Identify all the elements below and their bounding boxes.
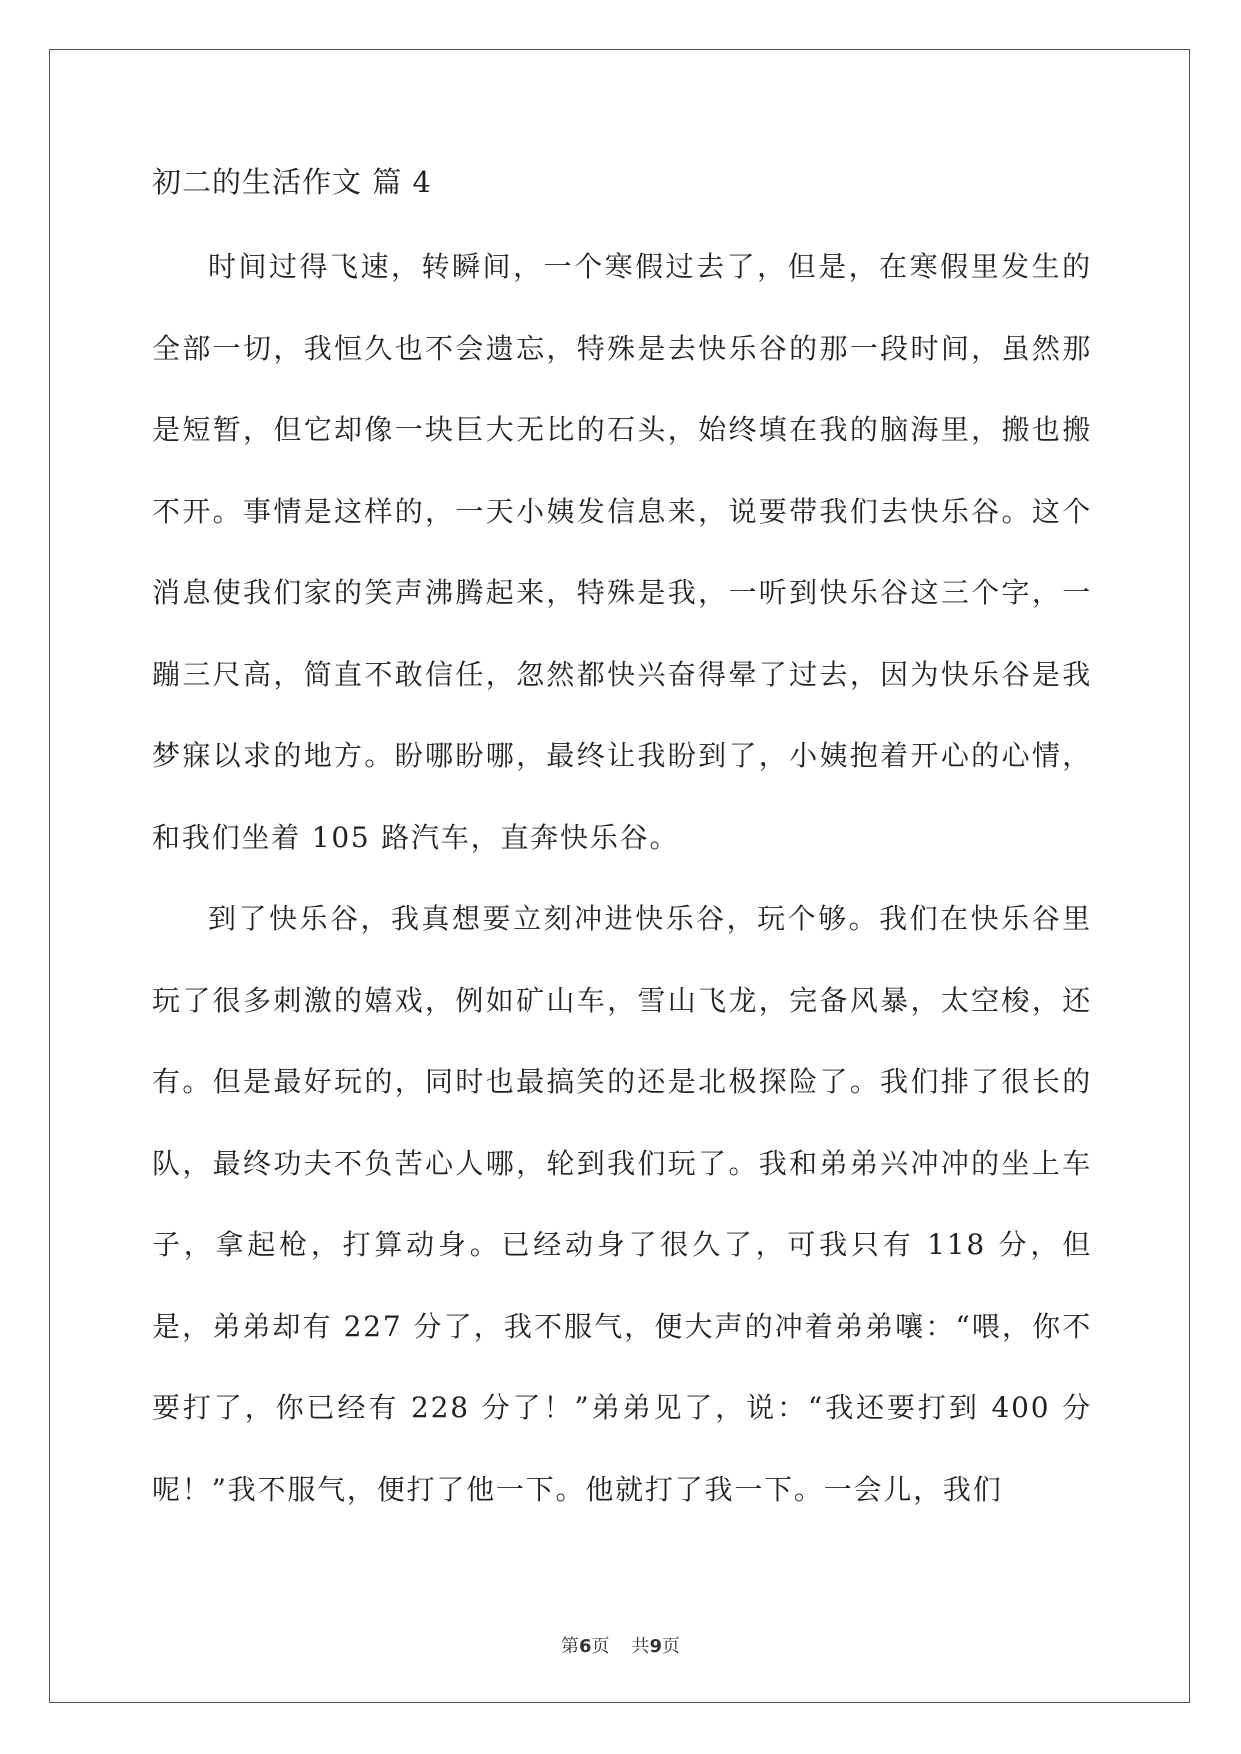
total-prefix: 共 [631, 1636, 650, 1657]
total-suffix: 页 [662, 1636, 681, 1657]
total-page-count: 9 [649, 1636, 663, 1657]
paragraph-2: 到了快乐谷，我真想要立刻冲进快乐谷，玩个够。我们在快乐谷里玩了很多刺激的嬉戏，例如矿山车，雪山飞龙，完备风暴，太空梭，还有。但是最好玩的，同时也最搞笑的还是北极探险了。我们排了很长的队，最终功夫不负苦心人哪，轮到我们玩了。我和弟弟兴冲冲的坐上车子，拿起枪，打算动身。已经动身了很久了，可我只有 118 分，但是，弟弟却有 227 分了，我不服气，便大声的冲着弟弟嚷：“喂，你不要打了，你已经有 228 分了！”弟弟见了，说：“我还要打到 400 分呢！”我不服气，便打了他一下。他就打了我一下。一会儿，我们 [152, 902, 1092, 1506]
document-body [152, 162, 1092, 1530]
paragraph-1: 时间过得飞速，转瞬间，一个寒假过去了，但是，在寒假里发生的全部一切，我恒久也不会遗忘，特殊是去快乐谷的那一段时间，虽然那是短暂，但它却像一块巨大无比的石头，始终填在我的脑海里，搬也搬不开。事情是这样的，一天小姨发信息来，说要带我们去快乐谷。这个消息使我们家的笑声沸腾起来，特殊是我，一听到快乐谷这三个字，一蹦三尺高，简直不敢信任，忽然都快兴奋得晕了过去，因为快乐谷是我梦寐以求的地方。盼哪盼哪，最终让我盼到了，小姨抱着开心的心情，和我们坐着 105 路汽车，直奔快乐谷。 [152, 250, 1092, 854]
document-title: 初二的生活作文 篇 4 [152, 165, 432, 199]
current-page-number: 6 [578, 1636, 592, 1657]
page-prefix: 第 [560, 1636, 579, 1657]
page-suffix: 页 [591, 1636, 610, 1657]
page-footer [0, 1632, 1241, 1658]
